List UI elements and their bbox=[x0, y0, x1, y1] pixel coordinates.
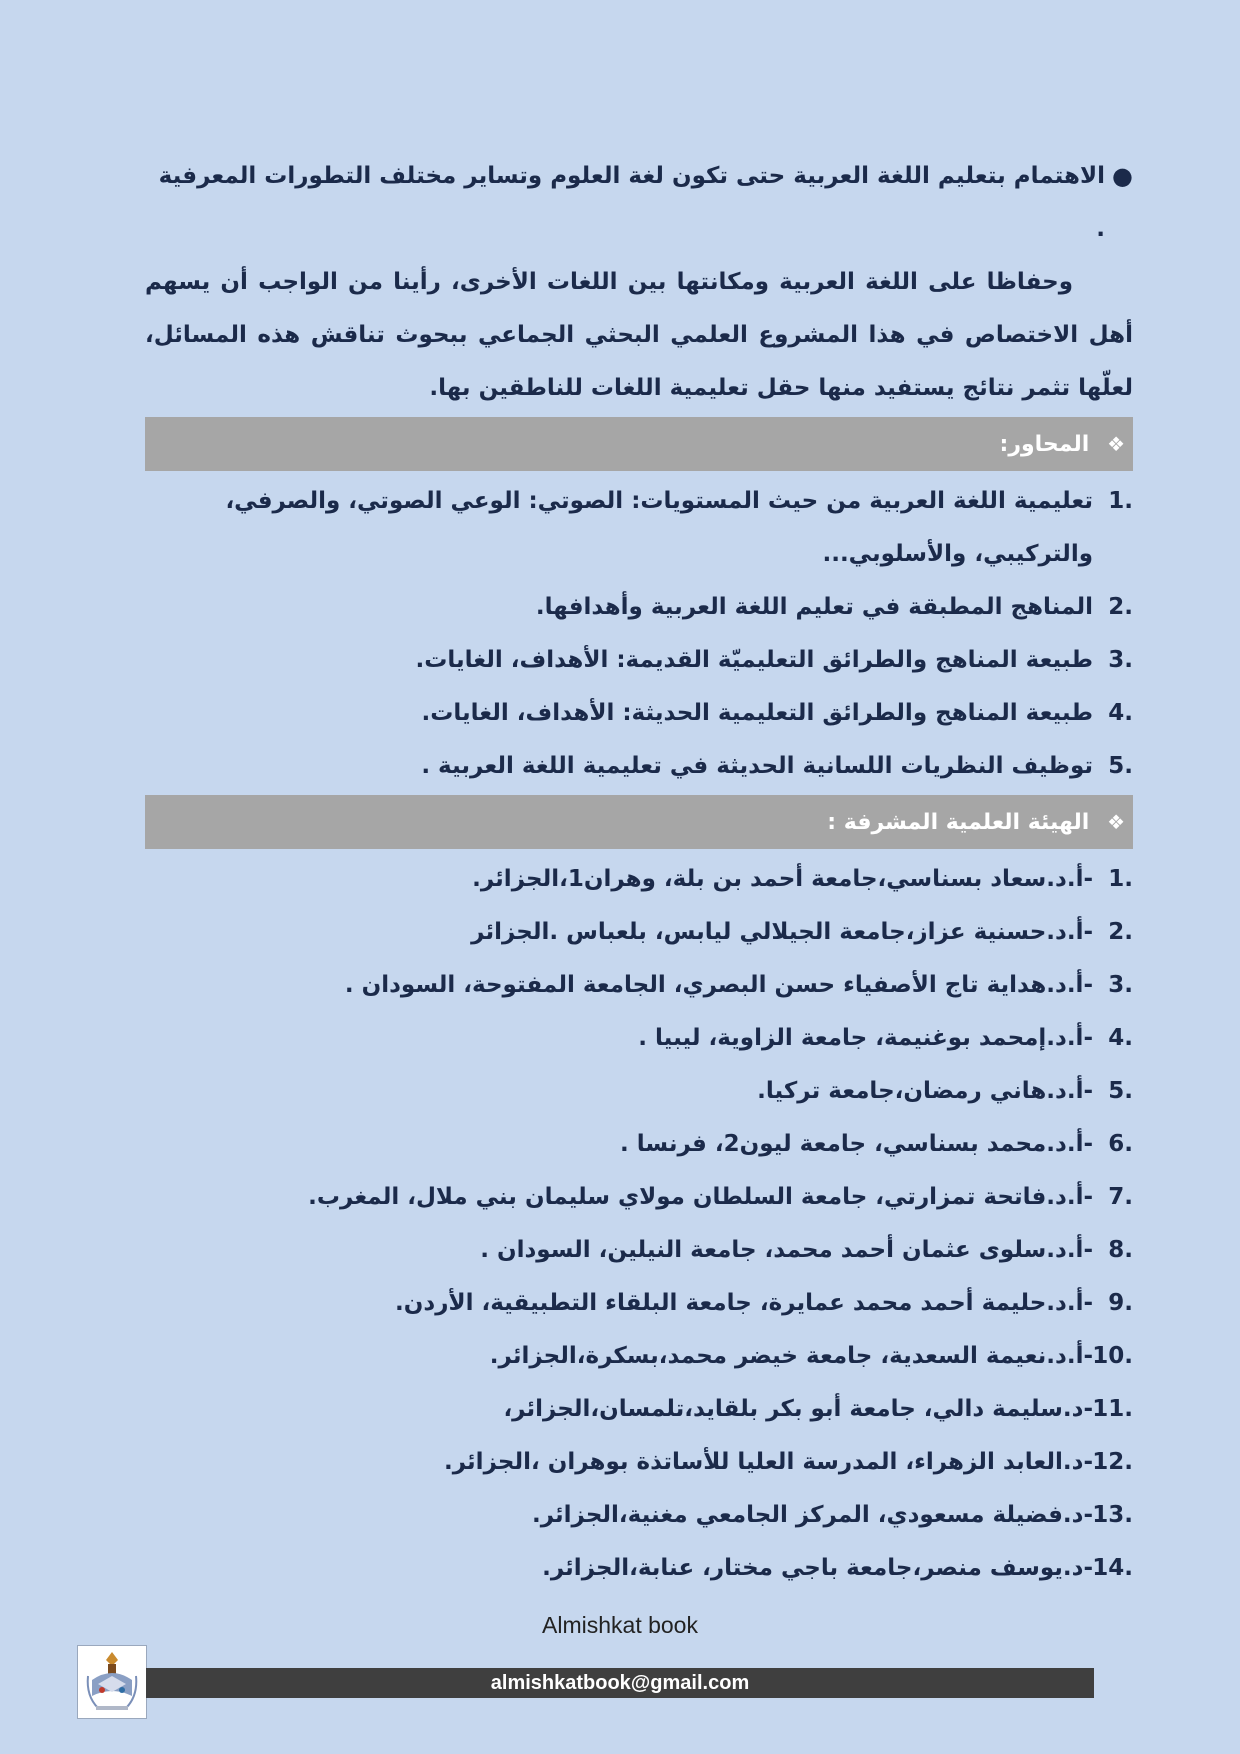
list-item-text: -أ.د.فاتحة تمزارتي، جامعة السلطان مولاي سليمان بني ملال، المغرب. bbox=[308, 1184, 1093, 1210]
list-item-text: -أ.د.حليمة أحمد محمد عمايرة، جامعة البلقاء التطبيقية، الأردن. bbox=[395, 1290, 1093, 1316]
list-item bbox=[145, 1118, 1133, 1171]
list-item bbox=[145, 1383, 1133, 1436]
axes-heading: المحاور: bbox=[999, 432, 1090, 457]
list-item-number: 1. bbox=[1108, 488, 1133, 514]
intro-paragraph bbox=[145, 256, 1133, 415]
list-item bbox=[145, 1065, 1133, 1118]
intro-bullet bbox=[145, 150, 1133, 256]
list-item bbox=[145, 1489, 1133, 1542]
list-item-number: 13. bbox=[1092, 1502, 1133, 1528]
list-item-text: -د.يوسف منصر،جامعة باجي مختار، عنابة،الجزائر. bbox=[542, 1555, 1093, 1581]
axes-list bbox=[145, 475, 1133, 793]
list-item-number: 3. bbox=[1108, 972, 1133, 998]
intro-paragraph-part-1: وحفاظا على اللغة العربية ومكانتها بين اللغات الأخرى، رأينا من الواجب أن يسهم أهل الاختصاص في هذا المشروع العلمي البحثي الجماعي ببحوث تناقش هذه bbox=[145, 269, 1133, 348]
list-item bbox=[145, 634, 1133, 687]
footer-email[interactable]: almishkatbook@gmail.com bbox=[490, 1672, 750, 1694]
list-item bbox=[145, 1330, 1133, 1383]
document-body bbox=[145, 150, 1133, 1595]
list-item-number: 5. bbox=[1108, 1078, 1133, 1104]
list-item-text: -أ.د.محمد بسناسي، جامعة ليون2، فرنسا . bbox=[620, 1131, 1093, 1157]
list-item bbox=[145, 959, 1133, 1012]
list-item-number: 4. bbox=[1108, 700, 1133, 726]
list-item-number: 7. bbox=[1108, 1184, 1133, 1210]
footer-publisher-name: Almishkat book bbox=[542, 1612, 698, 1638]
list-item-text: -أ.د.حسنية عزاز،جامعة الجيلالي ليابس، بلعباس .الجزائر bbox=[471, 919, 1093, 945]
list-item bbox=[145, 906, 1133, 959]
list-item-number: 10. bbox=[1092, 1343, 1133, 1369]
list-item bbox=[145, 1436, 1133, 1489]
list-item bbox=[145, 1012, 1133, 1065]
list-item-text: -د.فضيلة مسعودي، المركز الجامعي مغنية،الجزائر. bbox=[531, 1502, 1093, 1528]
list-item bbox=[145, 1542, 1133, 1595]
list-item-text: -أ.د.هداية تاج الأصفياء حسن البصري، الجامعة المفتوحة، السودان . bbox=[344, 972, 1093, 998]
committee-heading: الهيئة العلمية المشرفة : bbox=[827, 810, 1090, 835]
list-item bbox=[145, 475, 1133, 581]
list-item-number: 2. bbox=[1108, 919, 1133, 945]
list-item-number: 11. bbox=[1092, 1396, 1133, 1422]
publisher-logo bbox=[77, 1645, 147, 1719]
list-item-text: -د.العابد الزهراء، المدرسة العليا للأساتذة بوهران ،الجزائر. bbox=[444, 1449, 1093, 1475]
list-item-number: 9. bbox=[1108, 1290, 1133, 1316]
list-item-text: تعليمية اللغة العربية من حيث المستويات: الصوتي: الوعي الصوتي، والصرفي، والتركيبي، والأسلوبي... bbox=[225, 488, 1093, 567]
list-item-text: -أ.د.نعيمة السعدية، جامعة خيضر محمد،بسكرة،الجزائر. bbox=[489, 1343, 1093, 1369]
publisher-logo-icon bbox=[78, 1646, 146, 1718]
diamond-ornament-icon: ❖ bbox=[1107, 810, 1125, 834]
list-item-text: -أ.د.هاني رمضان،جامعة تركيا. bbox=[757, 1078, 1093, 1104]
list-item-text: -أ.د.سعاد بسناسي،جامعة أحمد بن بلة، وهران1،الجزائر. bbox=[472, 866, 1093, 892]
list-item-text: طبيعة المناهج والطرائق التعليمية الحديثة: الأهداف، الغايات. bbox=[421, 700, 1093, 726]
list-item-number: 5. bbox=[1108, 753, 1133, 779]
committee-list bbox=[145, 853, 1133, 1595]
committee-heading-band bbox=[145, 795, 1133, 849]
list-item bbox=[145, 687, 1133, 740]
list-item-number: 4. bbox=[1108, 1025, 1133, 1051]
list-item-text: -أ.د.سلوى عثمان أحمد محمد، جامعة النيلين، السودان . bbox=[480, 1237, 1093, 1263]
list-item bbox=[145, 740, 1133, 793]
axes-heading-band bbox=[145, 417, 1133, 471]
list-item-number: 6. bbox=[1108, 1131, 1133, 1157]
intro-paragraph-part-2: المسائل، لعلّها تثمر نتائج يستفيد منها حقل تعليمية اللغات للناطقين بها. bbox=[145, 322, 1133, 401]
list-item-number: 1. bbox=[1108, 866, 1133, 892]
list-item bbox=[145, 1277, 1133, 1330]
list-item-number: 2. bbox=[1108, 594, 1133, 620]
list-item-number: 3. bbox=[1108, 647, 1133, 673]
list-item-number: 12. bbox=[1092, 1449, 1133, 1475]
list-item-text: طبيعة المناهج والطرائق التعليميّة القديمة: الأهداف، الغايات. bbox=[415, 647, 1093, 673]
list-item-text: -د.سليمة دالي، جامعة أبو بكر بلقايد،تلمسان،الجزائر، bbox=[503, 1396, 1093, 1422]
list-item-number: 14. bbox=[1092, 1555, 1133, 1581]
list-item bbox=[145, 1171, 1133, 1224]
list-item bbox=[145, 581, 1133, 634]
intro-bullet-text: الاهتمام بتعليم اللغة العربية حتى تكون لغة العلوم وتساير مختلف التطورات المعرفية . bbox=[158, 163, 1105, 242]
bullet-dot-icon: ● bbox=[1112, 162, 1133, 190]
list-item-text: -أ.د.إمحمد بوغنيمة، جامعة الزاوية، ليبيا . bbox=[638, 1025, 1093, 1051]
list-item-text: المناهج المطبقة في تعليم اللغة العربية وأهدافها. bbox=[535, 594, 1093, 620]
diamond-ornament-icon: ❖ bbox=[1107, 432, 1125, 456]
footer-email-bar bbox=[146, 1668, 1094, 1698]
list-item bbox=[145, 853, 1133, 906]
list-item-number: 8. bbox=[1108, 1237, 1133, 1263]
list-item-text: توظيف النظريات اللسانية الحديثة في تعليمية اللغة العربية . bbox=[421, 753, 1093, 779]
list-item bbox=[145, 1224, 1133, 1277]
